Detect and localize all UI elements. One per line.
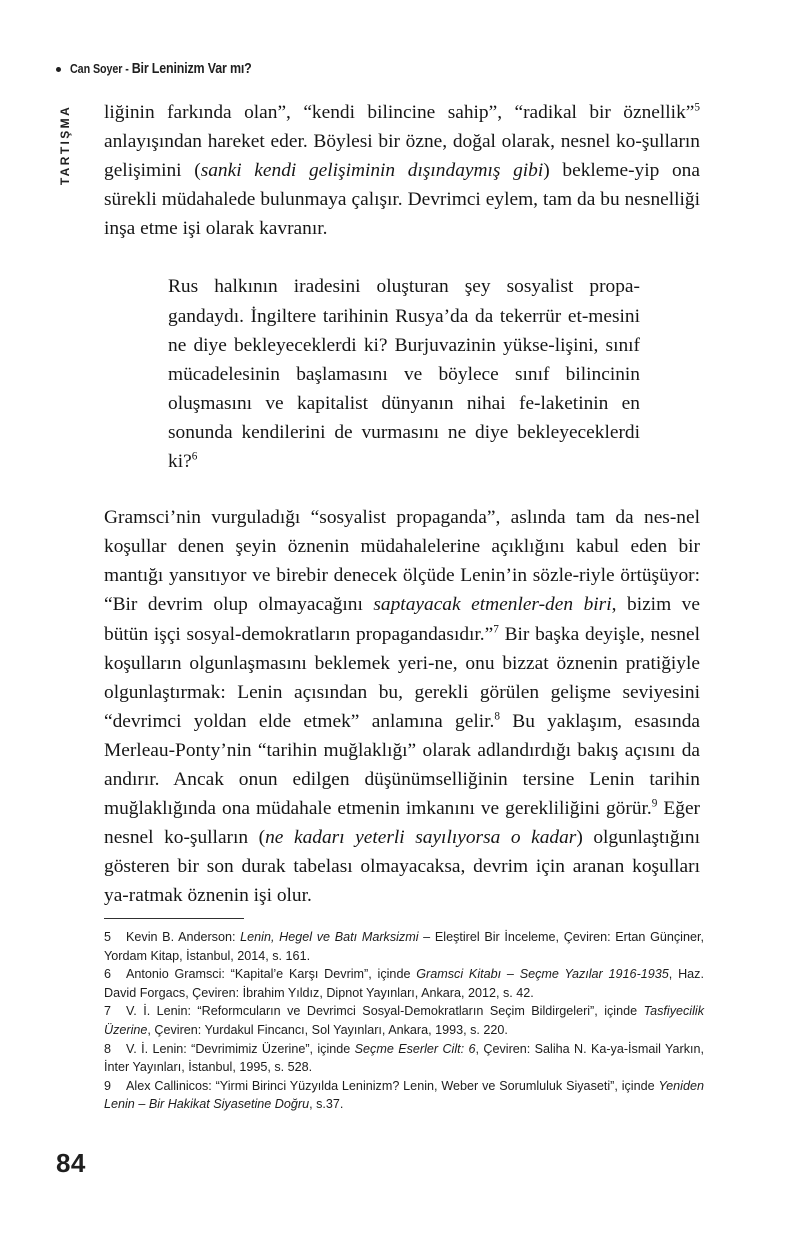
footnote-number: 9 xyxy=(104,1078,112,1093)
running-header-text xyxy=(70,61,252,77)
footnote-number: 5 xyxy=(104,930,112,944)
footnote-item xyxy=(104,965,704,1002)
footnote-item xyxy=(104,1040,704,1077)
footnote-item xyxy=(104,1002,704,1039)
footnotes-section xyxy=(104,918,704,1114)
section-tab-label: TARTIŞMA xyxy=(58,104,72,186)
body-paragraph-1: liğinin farkında olan”, “kendi bilincine sahip”, “radikal bir öznellik”$^5$ anlayışından hareket eder. Böylesi bir özne, doğal olarak, nesnel ko-şulların gelişimini (sanki kendi gelişiminin dışındaymış gibi) bekleme-yip ona sürekli müdahalede bulunmaya çalışır. Devrimci eylem, tam da bu nesnelliği inşa etme işi olarak kavranır. xyxy=(104,101,700,240)
footnote-item xyxy=(104,928,704,965)
footnote-number: 6 xyxy=(104,967,112,982)
text-column xyxy=(104,98,700,910)
running-header xyxy=(56,61,281,77)
footnote-text: Kevin B. Anderson: Lenin, Hegel ve Batı Marksizmi – Eleştirel Bir İnceleme, Çeviren: Ertan Günçiner, Yordam Kitap, İstanbul, 2014, s. 161. xyxy=(104,930,704,963)
running-header-title: Bir Leninizm Var mı? xyxy=(131,61,252,77)
footnote-item xyxy=(104,1077,704,1114)
footnote-number: 8 xyxy=(104,1041,112,1056)
section-tab xyxy=(57,95,73,195)
footnote-text: V. İ. Lenin: “Devrimimiz Üzerine”, içinde Seçme Eserler Cilt: 6, Çeviren: Saliha N. Ka-ya-İsmail Yarkın, İnter Yayınları, İstanbul, 1995, s. 528. xyxy=(104,1041,705,1075)
body-paragraph-2: Gramsci’nin vurguladığı “sosyalist propaganda”, aslında tam da nes-nel koşullar denen şeyin öznenin müdahalelerine açıklığını kabul eden bir mantığı yansıtıyor ve birebir denecek ölçüde Lenin’in sözle-riyle örtüşüyor: “Bir devrim olup olmayacağını saptayacak etmenler-den biri, bizim ve bütün işçi sosyal-demokratların propagandasıdır.”$^7$ Bir başka deyişle, nesnel koşulların olgunlaşmasını beklemek yeri-ne, onu bizzat öznenin pratiğiyle olgunlaştırmak: Lenin açısından bu, gerekli görülen gelişme seviyesini “devrimci yoldan elde etmek” anlamına gelir.$^8$ Bu yaklaşım, esasında Merleau-Ponty’nin “tarihin muğlaklığı” olarak adlandırdığı bakış açısını da andırır. Ancak onun edilgen düşünümselliğinin tersine Lenin tarihin muğlaklığında ona müdahale etmenin imkanını ve gerekliliğini görür.$^9$ Eğer nesnel ko-şulların (ne kadarı yeterli sayılıyorsa o kadar) olgunlaştığını gösteren bir son durak tabelası olmayacaksa, devrim için aranan koşulları ya-ratmak öznenin işi olur. xyxy=(104,507,701,907)
page-number: 84 xyxy=(56,1148,86,1178)
running-header-author: Can Soyer xyxy=(70,62,123,76)
bullet-dot-icon xyxy=(56,67,61,72)
footnote-text: Alex Callinicos: “Yirmi Birinci Yüzyılda Leninizm? Lenin, Weber ve Sorumluluk Siyaseti”, içinde Yeniden Lenin – Bir Hakikat Siyasetine Doğru, s.37. xyxy=(104,1078,704,1112)
block-quote: Rus halkının iradesini oluşturan şey sosyalist propa-gandaydı. İngiltere tarihinin Rusya’da da tekerrür et-mesini ne diye bekleyeceklerdi ki? Burjuvazinin yükse-lişini, sınıf mücadelesinin başlamasını ve böylece sınıf bilincinin oluşmasını ve kapitalist dünyanın nihai fe-laketinin en sonunda kendilerini de vurmasını ne diye bekleyeceklerdi ki?$^6$ xyxy=(168,276,640,473)
footnote-text: Antonio Gramsci: “Kapital’e Karşı Devrim”, içinde Gramsci Kitabı – Seçme Yazılar 1916-1935, Haz. David Forgacs, Çeviren: İbrahim Yıldız, Dipnot Yayınları, Ankara, 2012, s. 42. xyxy=(104,967,704,1000)
footnote-text: V. İ. Lenin: “Reformcuların ve Devrimci Sosyal-Demokratların Seçim Bildirgeleri”, içinde Tasfiyecilik Üzerine, Çeviren: Yurdakul Fincancı, Sol Yayınları, Ankara, 1993, s. 220. xyxy=(104,1004,704,1037)
footnote-number: 7 xyxy=(104,1004,112,1019)
running-header-separator: - xyxy=(122,62,132,76)
footnote-list xyxy=(104,928,704,1114)
footnote-separator-rule xyxy=(104,918,244,919)
